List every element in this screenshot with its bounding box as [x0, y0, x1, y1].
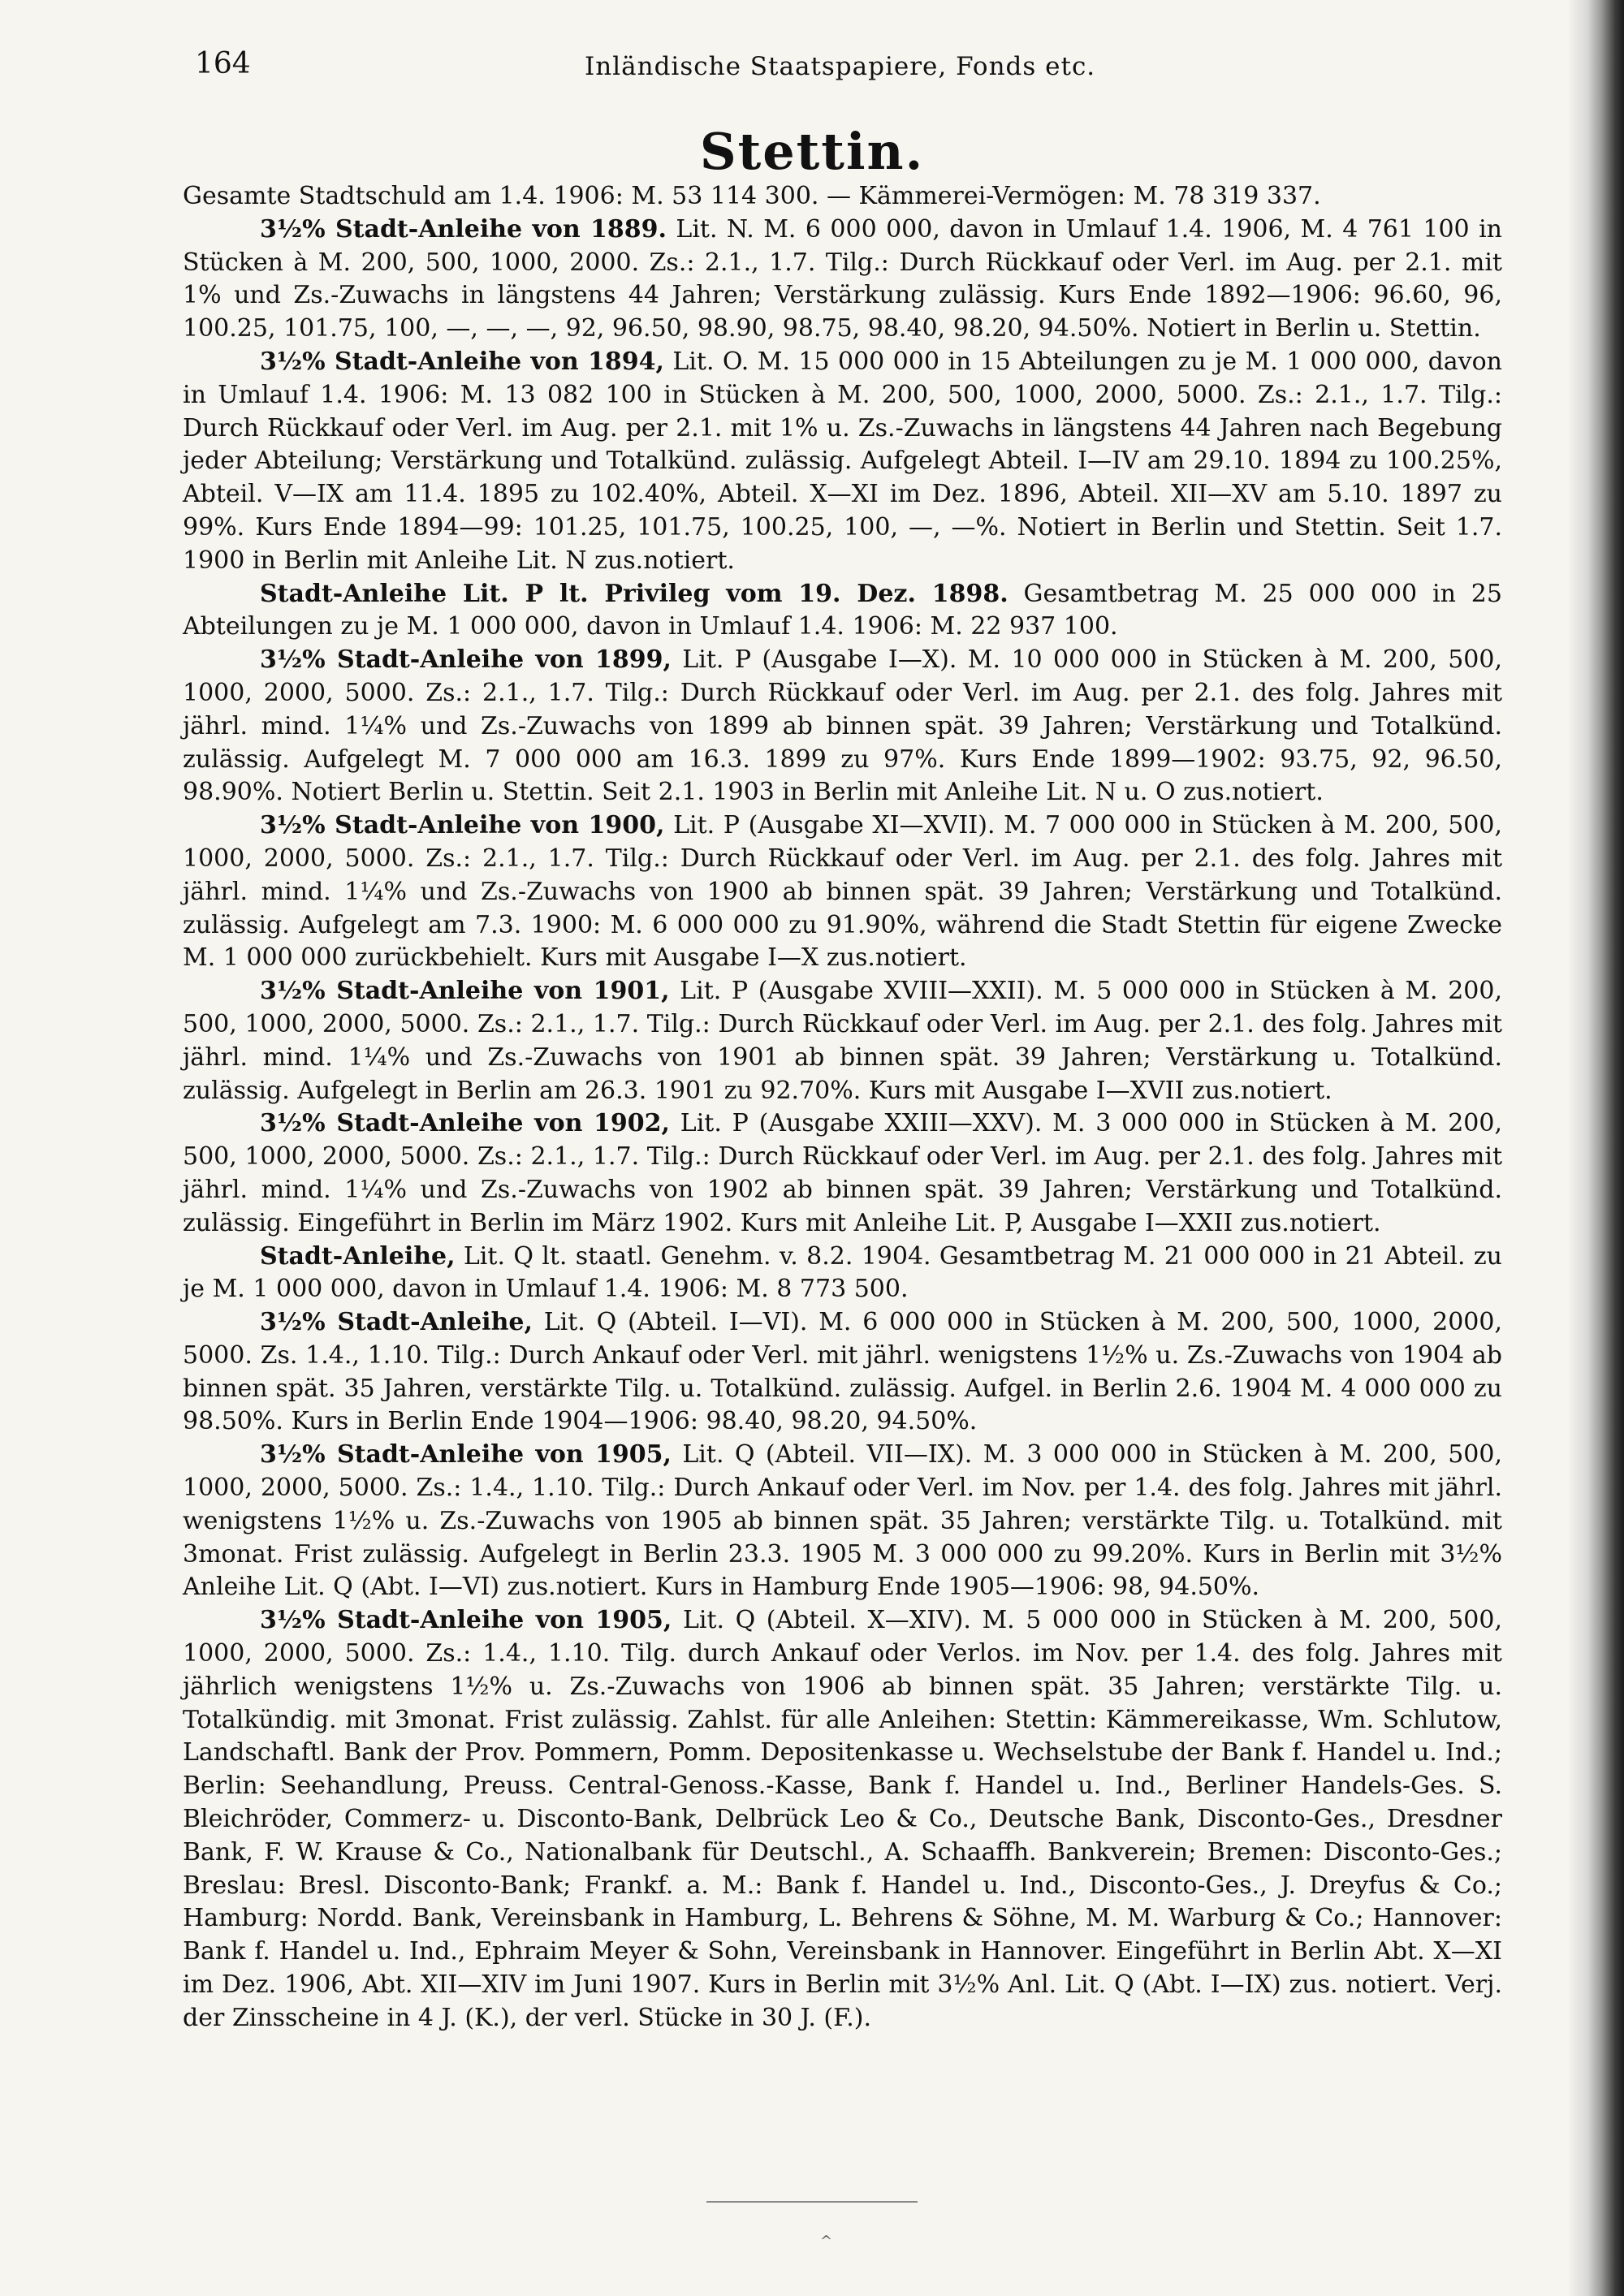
paragraph-anleihe-1889 [183, 214, 1502, 346]
entry-heading: Stadt-Anleihe, [260, 1241, 456, 1271]
paragraph-anleihe-1894 [183, 346, 1502, 578]
entry-heading: 3½% Stadt-Anleihe von 1899, [260, 645, 672, 675]
entry-heading: 3½% Stadt-Anleihe, [260, 1308, 533, 1337]
paragraph-anleihe-lit-p [183, 578, 1502, 645]
section-title: Stettin. [699, 122, 925, 181]
entry-text: Lit. P (Ausgabe XVIII—XXII). M. 5 000 000 in Stücken à M. 200, 500, 1000, 2000, 5000. Zs.: 2.1., 1.7. Tilg.: Durch Rückkauf oder Verl. im Aug. per 2.1. des folg. Jahres mit jährl. mind. 1¼% und Zs.-Zuwachs von 1901 ab binnen spät. 39 Jahren; Verstärkung u. Totalkünd. zulässig. Aufgelegt in Berlin am 26.3. 1901 zu 92.70%. Kurs mit Ausgabe I—XVII zus.notiert. [183, 977, 1502, 1105]
entry-heading: 3½% Stadt-Anleihe von 1889. [260, 214, 667, 244]
paragraph-anleihe-lit-q [183, 1241, 1502, 1307]
entry-text: Lit. Q (Abteil. VII—IX). M. 3 000 000 in Stücken à M. 200, 500, 1000, 2000, 5000. Zs.: 1.4., 1.10. Tilg.: Durch Ankauf oder Verl. im Nov. per 1.4. des folg. Jahres mit jährl. wenigstens 1½% u. Zs.-Zuwachs von 1905 ab binnen spät. 35 Jahren; verstärkte Tilg. u. Totalkünd. mit 3monat. Frist zulässig. Aufgelegt in Berlin 23.3. 1905 M. 3 000 000 zu 99.20%. Kurs in Berlin mit 3½% Anleihe Lit. Q (Abt. I—VI) zus.notiert. Kurs in Hamburg Ende 1905—1906: 98, 94.50%. [183, 1440, 1502, 1602]
entry-heading: 3½% Stadt-Anleihe von 1905, [260, 1606, 672, 1635]
text-body [183, 180, 1502, 2035]
entry-text: Lit. Q (Abteil. X—XIV). M. 5 000 000 in Stücken à M. 200, 500, 1000, 2000, 5000. Zs.: 1.4., 1.10. Tilg. durch Ankauf oder Verlos. im Nov. per 1.4. des folg. Jahres mit jährlich wenigstens 1½% u. Zs.-Zuwachs von 1906 ab binnen spät. 35 Jahren; verstärkte Tilg. u. Totalkündig. mit 3monat. Frist zulässig. Zahlst. für alle Anleihen: Stettin: Kämmereikasse, Wm. Schlutow, Landschaftl. Bank der Prov. Pommern, Pomm. Depositenkasse u. Wechselstube der Bank f. Handel u. Ind.; Berlin: Seehandlung, Preuss. Central-Genoss.-Kasse, Bank f. Handel u. Ind., Berliner Handels-Ges. S. Bleichröder, Commerz- u. Disconto-Bank, Delbrück Leo & Co., Deutsche Bank, Disconto-Ges., Dresdner Bank, F. W. Krause & Co., Nationalbank für Deutschl., A. Schaaffh. Bankverein; Bremen: Disconto-Ges.; Breslau: Bresl. Disconto-Bank; Frankf. a. M.: Bank f. Handel u. Ind., Disconto-Ges., J. Dreyfus & Co.; Hamburg: Nordd. Bank, Vereinsbank in Hamburg, L. Behrens & Söhne, M. M. Warburg & Co.; Hannover: Bank f. Handel u. Ind., Ephraim Meyer & Sohn, Vereinsbank in Hannover. Eingeführt in Berlin Abt. X—XI im Dez. 1906, Abt. XII—XIV im Juni 1907. Kurs in Berlin mit 3½% Anl. Lit. Q (Abt. I—IX) zus. notiert. Verj. der Zinsscheine in 4 J. (K.), der verl. Stücke in 30 J. (F.). [183, 1606, 1502, 2032]
running-title: Inländische Staatspapiere, Fonds etc. [585, 52, 1096, 81]
entry-text: Lit. P (Ausgabe XI—XVII). M. 7 000 000 in Stücken à M. 200, 500, 1000, 2000, 5000. Zs.: 2.1., 1.7. Tilg.: Durch Rückkauf oder Verl. im Aug. per 2.1. des folg. Jahres mit jährl. mind. 1¼% und Zs.-Zuwachs von 1900 ab binnen spät. 39 Jahren; Verstärkung und Totalkünd. zulässig. Aufgelegt am 7.3. 1900: M. 6 000 000 zu 91.90%, während die Stadt Stettin für eigene Zwecke M. 1 000 000 zurückbehielt. Kurs mit Ausgabe I—X zus.notiert. [183, 811, 1502, 973]
entry-text: Lit. Q lt. staatl. Genehm. v. 8.2. 1904. Gesamtbetrag M. 21 000 000 in 21 Abteil. zu je M. 1 000 000, davon in Umlauf 1.4. 1906: M. 8 773 500. [183, 1241, 1502, 1304]
footer-mark: ^ [820, 2233, 833, 2250]
page-header [195, 47, 1527, 96]
paragraph-anleihe-1905-a [183, 1439, 1502, 1604]
entry-heading: 3½% Stadt-Anleihe von 1902, [260, 1109, 671, 1138]
page-edge-shadow [1567, 0, 1624, 2296]
entry-heading: 3½% Stadt-Anleihe von 1901, [260, 977, 670, 1006]
entry-heading: Stadt-Anleihe Lit. P lt. Privileg vom 19. Dez. 1898. [260, 579, 1009, 608]
paragraph-anleihe-1900 [183, 809, 1502, 975]
entry-heading: 3½% Stadt-Anleihe von 1905, [260, 1440, 672, 1470]
entry-heading: 3½% Stadt-Anleihe von 1894, [260, 347, 664, 376]
paragraph-anleihe-1899 [183, 644, 1502, 809]
entry-text: Lit. N. M. 6 000 000, davon in Umlauf 1.4. 1906, M. 4 761 100 in Stücken à M. 200, 500, 1000, 2000. Zs.: 2.1., 1.7. Tilg.: Durch Rückkauf oder Verl. im Aug. per 2.1. mit 1% und Zs.-Zuwachs in längstens 44 Jahren; Verstärkung zulässig. Kurs Ende 1892—1906: 96.60, 96, 100.25, 101.75, 100, —, —, —, 92, 96.50, 98.90, 98.75, 98.40, 98.20, 94.50%. Notiert in Berlin u. Stettin. [183, 214, 1502, 343]
entry-text: Lit. P (Ausgabe XXIII—XXV). M. 3 000 000 in Stücken à M. 200, 500, 1000, 2000, 5000. Zs.: 2.1., 1.7. Tilg.: Durch Rückkauf oder Verl. im Aug. per 2.1. des folg. Jahres mit jährl. mind. 1¼% und Zs.-Zuwachs von 1902 ab binnen spät. 39 Jahren; Verstärkung und Totalkünd. zulässig. Eingeführt in Berlin im März 1902. Kurs mit Anleihe Lit. P, Ausgabe I—XXII zus.notiert. [183, 1109, 1503, 1237]
entry-text: Lit. O. M. 15 000 000 in 15 Abteilungen zu je M. 1 000 000, davon in Umlauf 1.4. 1906: M. 13 082 100 in Stücken à M. 200, 500, 1000, 2000, 5000. Zs.: 2.1., 1.7. Tilg.: Durch Rückkauf oder Verl. im Aug. per 2.1. mit 1% u. Zs.-Zuwachs in längstens 44 Jahren nach Begebung jeder Abteilung; Verstärkung und Totalkünd. zulässig. Aufgelegt Abteil. I—IV am 29.10. 1894 zu 100.25%, Abteil. V—IX am 11.4. 1895 zu 102.40%, Abteil. X—XI im Dez. 1896, Abteil. XII—XV am 5.10. 1897 zu 99%. Kurs Ende 1894—99: 101.25, 101.75, 100.25, 100, —, —%. Notiert in Berlin und Stettin. Seit 1.7. 1900 in Berlin mit Anleihe Lit. N zus.notiert. [183, 347, 1503, 575]
entry-heading: 3½% Stadt-Anleihe von 1900, [260, 811, 665, 840]
entry-text: Lit. Q (Abteil. I—VI). M. 6 000 000 in Stücken à M. 200, 500, 1000, 2000, 5000. Zs. 1.4., 1.10. Tilg.: Durch Ankauf oder Verl. mit jährl. wenigstens 1½% u. Zs.-Zuwachs von 1904 ab binnen spät. 35 Jahren, verstärkte Tilg. u. Totalkünd. zulässig. Aufgel. in Berlin 2.6. 1904 M. 4 000 000 zu 98.50%. Kurs in Berlin Ende 1904—1906: 98.40, 98.20, 94.50%. [183, 1308, 1503, 1436]
paragraph-anleihe-lit-q-1904 [183, 1306, 1502, 1439]
paragraph-anleihe-1901 [183, 975, 1502, 1107]
entry-text: Lit. P (Ausgabe I—X). M. 10 000 000 in Stücken à M. 200, 500, 1000, 2000, 5000. Zs.: 2.1., 1.7. Tilg.: Durch Rückkauf oder Verl. im Aug. per 2.1. des folg. Jahres mit jährl. mind. 1¼% und Zs.-Zuwachs von 1899 ab binnen spät. 39 Jahren; Verstärkung und Totalkünd. zulässig. Aufgelegt M. 7 000 000 am 16.3. 1899 zu 97%. Kurs Ende 1899—1902: 93.75, 92, 96.50, 98.90%. Notiert Berlin u. Stettin. Seit 2.1. 1903 in Berlin mit Anleihe Lit. N u. O zus.notiert. [183, 645, 1502, 807]
entry-text: Gesamtbetrag M. 25 000 000 in 25 Abteilungen zu je M. 1 000 000, davon in Umlauf 1.4. 1906: M. 22 937 100. [183, 579, 1502, 641]
paragraph-anleihe-1905-b [183, 1604, 1502, 2035]
page-number: 164 [195, 47, 251, 80]
paragraph-gesamte-stadtschuld: Gesamte Stadtschuld am 1.4. 1906: M. 53 114 300. — Kämmerei-Vermögen: M. 78 319 337. [183, 182, 1321, 210]
footer-rule [706, 2201, 918, 2203]
paragraph-anleihe-1902 [183, 1107, 1502, 1240]
